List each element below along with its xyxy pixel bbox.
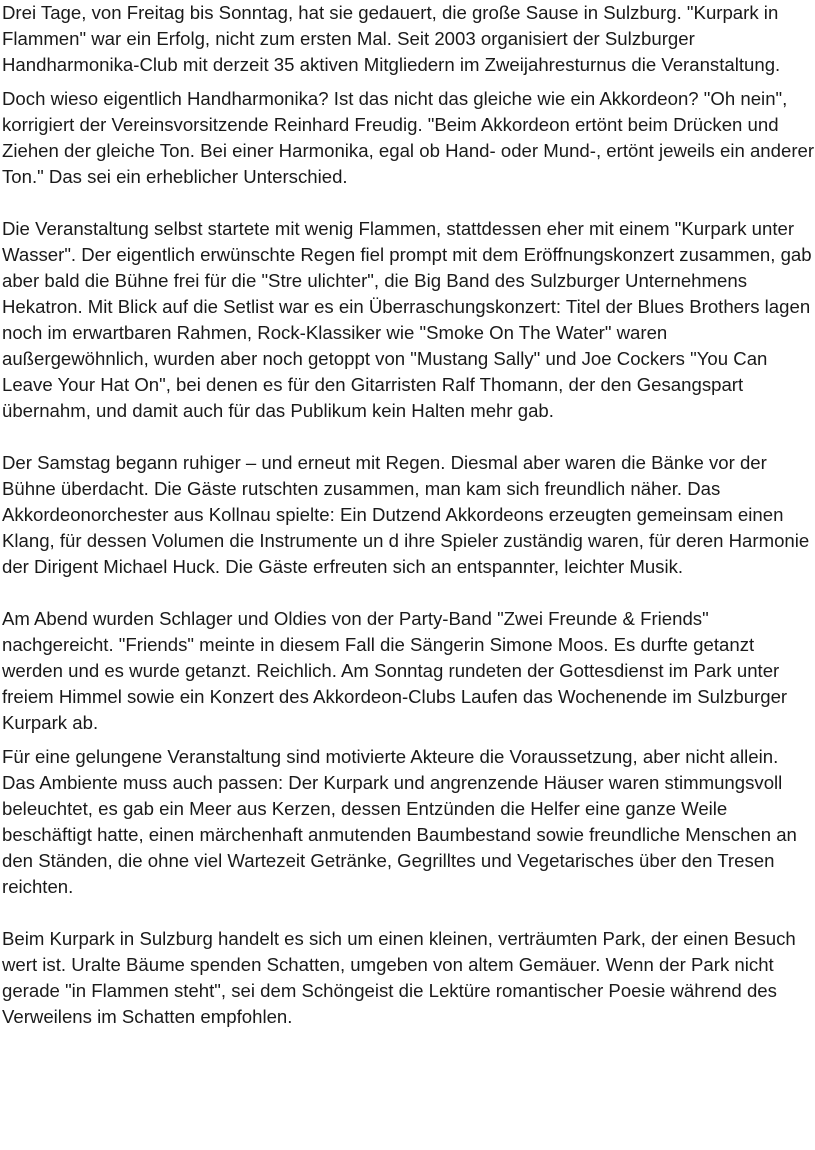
paragraph-handharmonika: Doch wieso eigentlich Handharmonika? Ist das nicht das gleiche wie ein Akkordeon? "Oh nein", korrigiert der Vereinsvorsitzende Reinhard Freudig. "Beim Akkordeon ertönt beim Drücken und Ziehen der gleiche Ton. Bei einer Harmonika, egal ob Hand- oder Mund-, ertönt jeweils ein anderer Ton." Das sei ein erheblicher Unterschied. — [2, 88, 815, 187]
paragraph-ambience: Für eine gelungene Veranstaltung sind motivierte Akteure die Voraussetzung, aber nicht allein. Das Ambiente muss auch passen: Der Kurpark und angrenzende Häuser waren stimmungsvoll beleuchtet, es gab ein Meer aus Kerzen, dessen Entzünden die Helfer eine ganze Weile beschäftigt hatte, einen märchenhaft anmutenden Baumbestand sowie freundliche Menschen an den Ständen, die ohne viel Wartezeit Getränke, Gegrilltes und Vegetarisches über den Tresen reichten. — [2, 746, 797, 897]
paragraph-opening-concert: Die Veranstaltung selbst startete mit wenig Flammen, stattdessen eher mit einem "Kurpark unter Wasser". Der eigentlich erwünschte Regen fiel prompt mit dem Eröffnungskonzert zusammen, gab aber bald die Bühne frei für die "Stre ulichter", die Big Band des Sulzburger Unternehmens Hekatron. Mit Blick auf die Setlist war es ein Überraschungskonzert: Titel der Blues Brothers lagen noch im erwartbaren Rahmen, Rock-Klassiker wie "Smoke On The Water" waren außergewöhnlich, wurden aber noch getoppt von "Mustang Sally" und Joe Cockers "You Can Leave Your Hat On", bei denen es für den Gitarristen Ralf Thomann, der den Gesangspart übernahm, und damit auch für das Publikum kein Halten mehr gab. — [2, 218, 812, 421]
paragraph-saturday: Der Samstag begann ruhiger – und erneut mit Regen. Diesmal aber waren die Bänke vor der Bühne überdacht. Die Gäste rutschten zusammen, man kam sich freundlich näher. Das Akkordeonorchester aus Kollnau spielte: Ein Dutzend Akkordeons erzeugten gemeinsam einen Klang, für dessen Volumen die Instrumente un d ihre Spieler zuständig waren, für deren Harmonie der Dirigent Michael Huck. Die Gäste erfreuten sich an entspannter, leichter Musik. — [2, 452, 810, 577]
paragraph-evening-sunday: Am Abend wurden Schlager und Oldies von der Party-Band "Zwei Freunde & Friends" nachgereicht. "Friends" meinte in diesem Fall die Sängerin Simone Moos. Es durfte getanzt werden und es wurde getanzt. Reichlich. Am Sonntag rundeten der Gottesdienst im Park unter freiem Himmel sowie ein Konzert des Akkordeon-Clubs Laufen das Wochenende im Sulzburger Kurpark ab. — [2, 608, 788, 733]
paragraph-intro: Drei Tage, von Freitag bis Sonntag, hat sie gedauert, die große Sause in Sulzburg. "Kurpark in Flammen" war ein Erfolg, nicht zum ersten Mal. Seit 2003 organisiert der Sulzburger Handharmonika-Club mit derzeit 35 aktiven Mitgliedern im Zweijahresturnus die Veranstaltung. — [2, 2, 781, 75]
paragraph-kurpark: Beim Kurpark in Sulzburg handelt es sich um einen kleinen, verträumten Park, der einen Besuch wert ist. Uralte Bäume spenden Schatten, umgeben von altem Gemäuer. Wenn der Park nicht gerade "in Flammen steht", sei dem Schöngeist die Lektüre romantischer Poesie während des Verweilens im Schatten empfohlen. — [2, 928, 796, 1027]
